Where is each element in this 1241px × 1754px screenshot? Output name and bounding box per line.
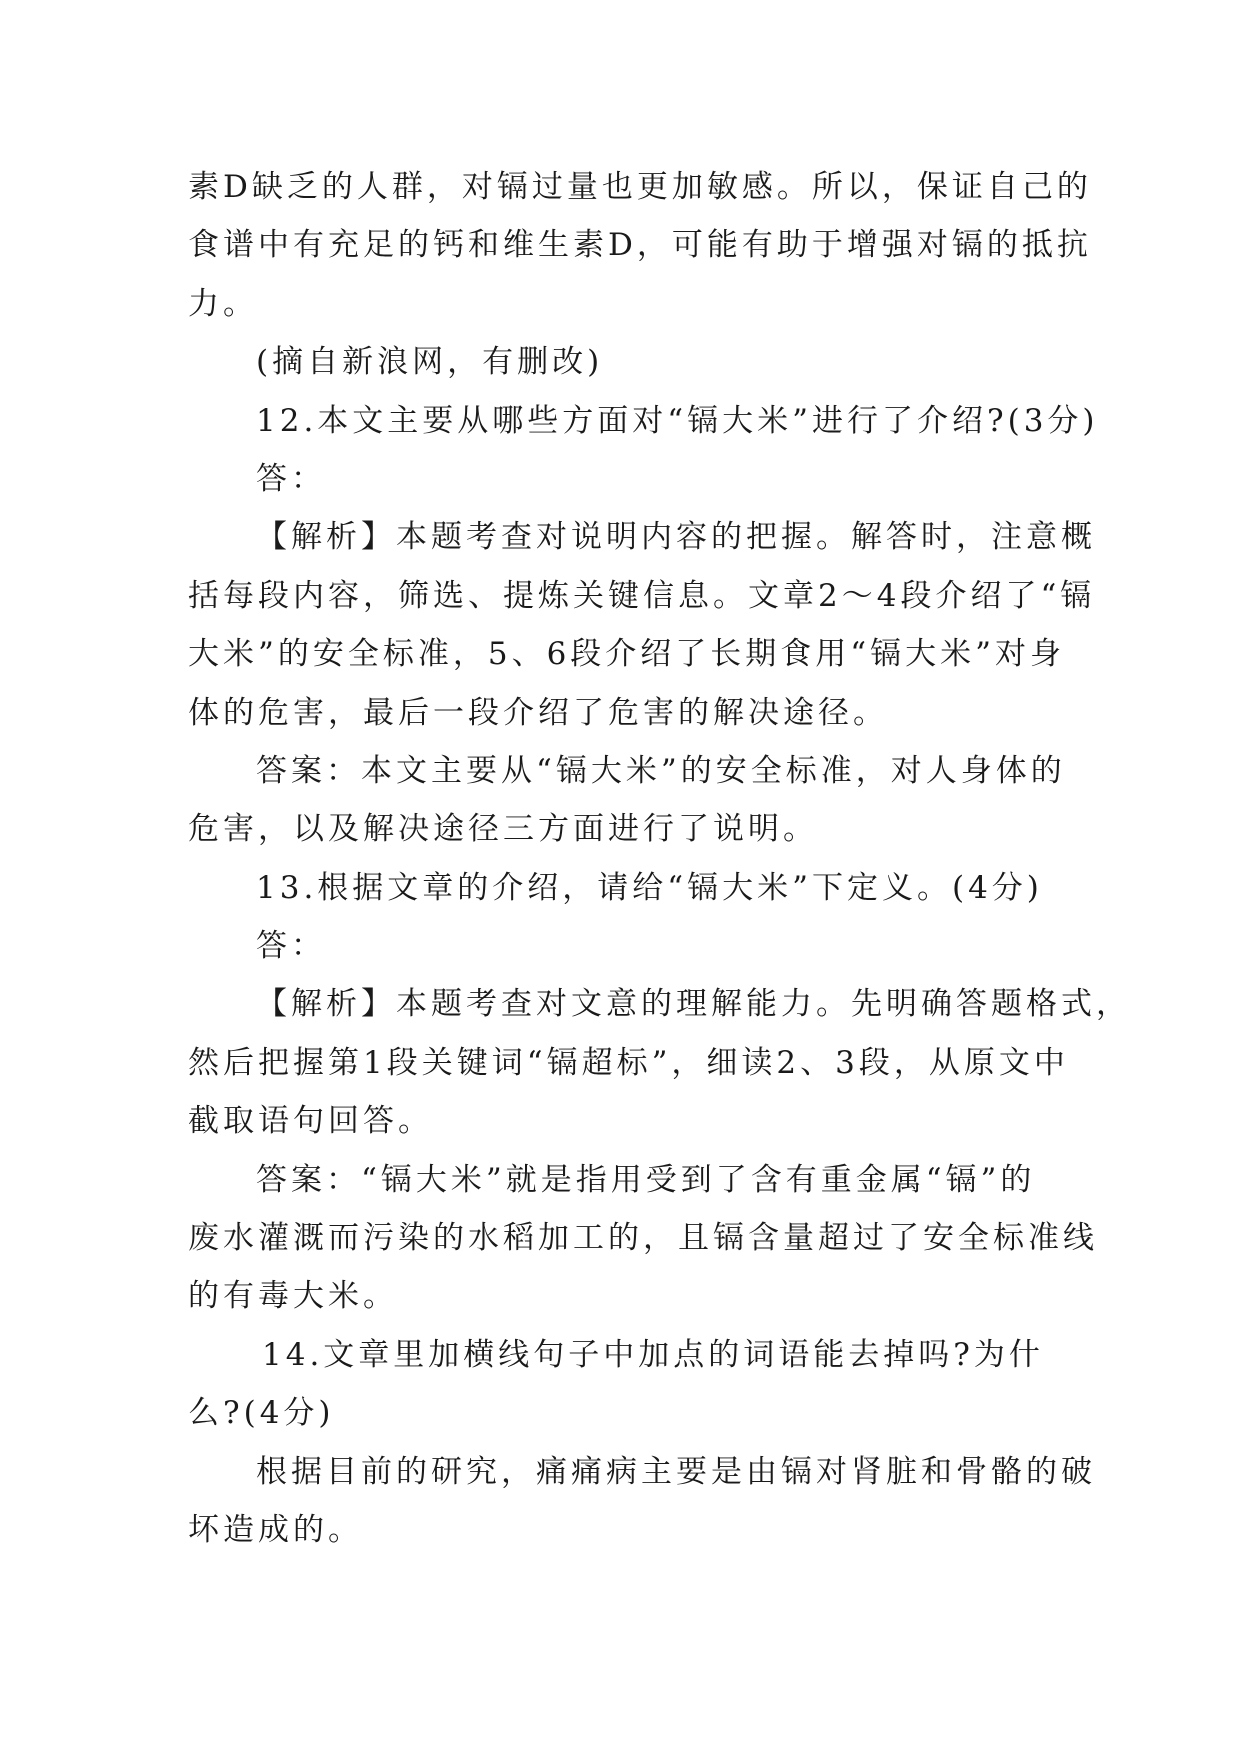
question-14: 14.文章里加横线句子中加点的词语能去掉吗?为什	[262, 1336, 1044, 1373]
text-line: 的有毒大米。	[188, 1278, 398, 1315]
text-line: 废水灌溉而污染的水稻加工的，且镉含量超过了安全标准线	[188, 1220, 1098, 1257]
text-line: 体的危害，最后一段介绍了危害的解决途径。	[188, 694, 888, 731]
text-line: 坏造成的。	[188, 1511, 363, 1548]
text-line: 力。	[188, 285, 258, 322]
text-line: 危害，以及解决途径三方面进行了说明。	[188, 811, 818, 848]
answer-paragraph: 答案：本文主要从“镉大米”的安全标准，对人身体的	[256, 752, 1066, 789]
text-line: 然后把握第1段关键词“镉超标”，细读2、3段，从原文中	[188, 1044, 1069, 1081]
analysis-paragraph: 【解析】本题考查对说明内容的把握。解答时，注意概	[256, 519, 1096, 556]
answer-label: 答：	[256, 928, 326, 965]
text-line: 括每段内容，筛选、提炼关键信息。文章2～4段介绍了“镉	[188, 577, 1096, 614]
text-line: 素D缺乏的人群，对镉过量也更加敏感。所以，保证自己的	[188, 169, 1092, 205]
text-line: 截取语句回答。	[188, 1103, 433, 1140]
analysis-paragraph: 【解析】本题考查对文意的理解能力。先明确答题格式，	[256, 986, 1131, 1023]
body-paragraph: 根据目前的研究，痛痛病主要是由镉对肾脏和骨骼的破	[256, 1453, 1096, 1490]
source-citation: (摘自新浪网，有删改)	[256, 344, 604, 381]
text-line: 大米”的安全标准，5、6段介绍了长期食用“镉大米”对身	[188, 636, 1065, 673]
question-13: 13.根据文章的介绍，请给“镉大米”下定义。(4分)	[256, 869, 1043, 906]
answer-label: 答：	[256, 460, 326, 497]
text-line: 么?(4分)	[188, 1395, 335, 1432]
document-page	[188, 158, 1131, 1559]
text-line: 食谱中有充足的钙和维生素D，可能有助于增强对镉的抵抗	[188, 227, 1092, 264]
answer-paragraph: 答案：“镉大米”就是指用受到了含有重金属“镉”的	[256, 1161, 1036, 1198]
question-12: 12.本文主要从哪些方面对“镉大米”进行了介绍?(3分)	[256, 402, 1099, 439]
